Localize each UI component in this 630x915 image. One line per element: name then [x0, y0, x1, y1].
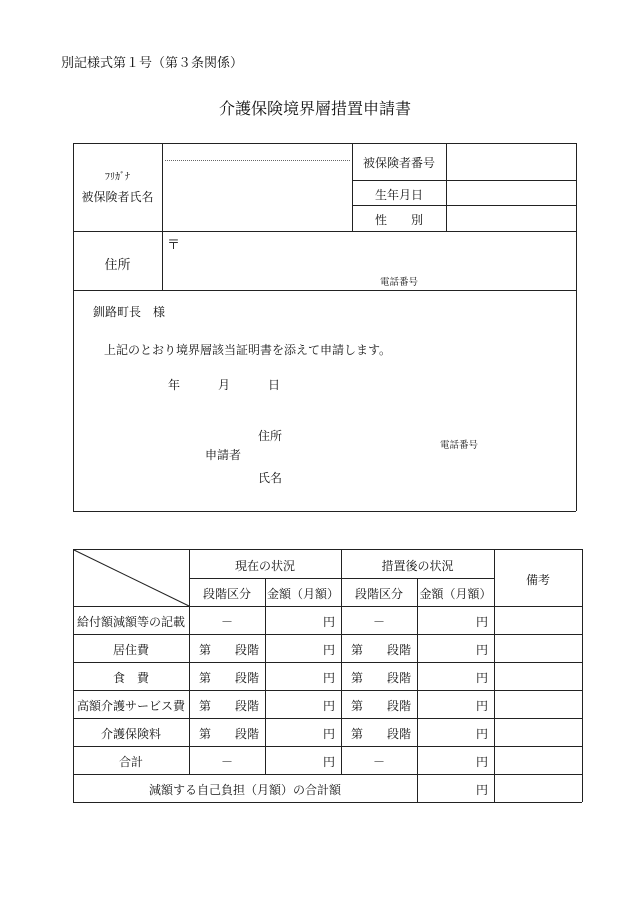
row-label: 食 費 [112, 671, 149, 685]
row-label: 介護保険料 [100, 727, 161, 741]
page-title: 介護保険境界層措置申請書 [218, 99, 411, 118]
after-stage-cell: － [372, 615, 385, 629]
applicant-name-label: 氏名 [258, 471, 283, 485]
date-day-label: 日 [268, 378, 281, 392]
after-stage-cell[interactable]: 第 段階 [351, 643, 412, 657]
birthdate-label: 生年月日 [374, 188, 423, 202]
current-stage-cell: － [220, 615, 233, 629]
current-stage-header: 段階区分 [202, 587, 251, 601]
addressee: 釧路町長 様 [93, 305, 166, 319]
after-stage-cell[interactable]: 第 段階 [351, 699, 412, 713]
current-amount-cell[interactable]: 円 [322, 727, 335, 741]
after-amount-header: 金額（月額） [419, 587, 492, 601]
current-stage-cell[interactable]: 第 段階 [199, 671, 260, 685]
row-label: 居住費 [112, 643, 149, 657]
after-stage-cell[interactable]: 第 段階 [351, 727, 412, 741]
row-label: 合計 [118, 755, 143, 769]
current-stage-cell[interactable]: 第 段階 [199, 643, 260, 657]
after-stage-header: 段階区分 [354, 587, 403, 601]
after-stage-cell[interactable]: 第 段階 [351, 671, 412, 685]
applicant-address-label: 住所 [258, 429, 283, 443]
after-amount-cell[interactable]: 円 [475, 643, 488, 657]
row-label: 高額介護サービス費 [76, 699, 185, 713]
remarks-field[interactable] [495, 607, 581, 801]
total-label: 減額する自己負担（月額）の合計額 [148, 783, 341, 797]
furigana-label: ﾌﾘｶﾞﾅ [105, 172, 130, 183]
after-stage-cell: － [372, 755, 385, 769]
applicant-label: 申請者 [205, 448, 242, 462]
current-amount-cell[interactable]: 円 [322, 671, 335, 685]
after-amount-cell[interactable]: 円 [475, 727, 488, 741]
insured-number-label: 被保険者番号 [362, 156, 435, 170]
current-stage-cell[interactable]: 第 段階 [199, 699, 260, 713]
date-month-label: 月 [218, 378, 231, 392]
after-status-header: 措置後の状況 [381, 559, 454, 573]
current-amount-cell[interactable]: 円 [322, 755, 335, 769]
date-year-label: 年 [168, 378, 181, 392]
current-amount-header: 金額（月額） [266, 587, 339, 601]
row-label: 給付額減額等の記載 [76, 615, 185, 629]
total-amount-cell[interactable]: 円 [475, 783, 488, 797]
current-amount-cell[interactable]: 円 [322, 643, 335, 657]
form-reference: 別記様式第１号（第３条関係） [61, 56, 244, 71]
remarks-header: 備考 [525, 573, 550, 587]
current-amount-cell[interactable]: 円 [322, 615, 335, 629]
after-amount-cell[interactable]: 円 [475, 615, 488, 629]
postal-mark: 〒 [167, 238, 181, 253]
current-amount-cell[interactable]: 円 [322, 699, 335, 713]
current-stage-cell: － [220, 755, 233, 769]
address-label: 住所 [104, 258, 131, 273]
after-amount-cell[interactable]: 円 [475, 699, 488, 713]
applicant-phone-label: 電話番号 [440, 440, 479, 451]
current-stage-cell[interactable]: 第 段階 [199, 727, 260, 741]
request-statement: 上記のとおり境界層該当証明書を添えて申請します。 [104, 343, 392, 357]
current-status-header: 現在の状況 [234, 559, 295, 573]
insured-name-label: 被保険者氏名 [81, 190, 154, 204]
phone-label: 電話番号 [380, 277, 419, 288]
after-amount-cell[interactable]: 円 [475, 671, 488, 685]
sex-label: 性 別 [374, 213, 423, 227]
after-amount-cell[interactable]: 円 [475, 755, 488, 769]
